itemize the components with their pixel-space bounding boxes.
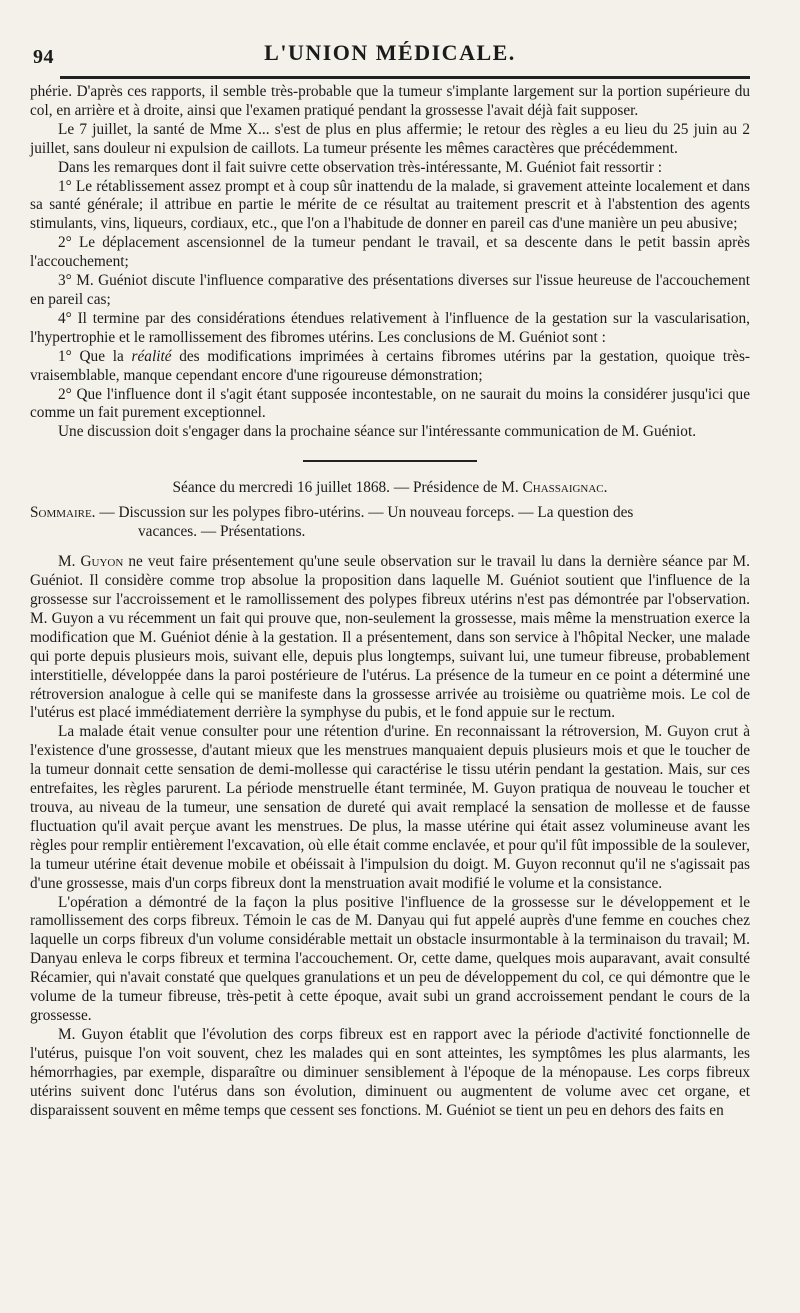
- text-run: ne veut faire présentement qu'une seule observation sur le travail lu dans la dernière séance par M. Guéniot. Il considère comme trop absolue la proposition dans laquelle M. Guéniot soutient que l'influence de la grossesse sur l'accroissement et le ramollissement des polypes fibreux utérins n'est pas démontrée par l'observation. M. Guyon a vu récemment un fait qui prouve que, non-seulement la grossesse, mais même la menstruation exerce la modification que M. Guéniot dénie à la gestation. Il a présentement, dans son service à l'hôpital Necker, une malade qui porte depuis plusieurs mois, suivant elle, depuis plus longtemps, suivant lui, une tumeur fibreuse, probablement interstitielle, développée dans la paroi postérieure de l'utérus. La présence de la tumeur en ce point a déterminé une rétroversion analogue à celle qui se manifeste dans la grossesse arrivée au troisième ou quatrième mois. Le col de l'utérus est placé immédiatement derrière la symphyse du pubis, et le fond appuie sur le rectum.: [30, 553, 750, 722]
- speaker-name: M. Guyon: [58, 553, 124, 571]
- paragraph: 1° Le rétablissement assez prompt et à coup sûr inattendu de la malade, si gravement atteinte localement et dans sa santé générale; il attribue en partie le mérite de ce résultat au traitement prescrit et à l'abstention des agents stimulants, vins, liqueurs, cordiaux, etc., que l'on a l'habitude de donner en pareil cas d'une manière un peu abusive;: [30, 177, 750, 233]
- article-body: [30, 83, 750, 1120]
- section-divider: [303, 460, 477, 462]
- paragraph: Le 7 juillet, la santé de Mme X... s'est de plus en plus affermie; le retour des règles a eu lieu du 25 juin au 2 juillet, sans douleur ni expulsion de caillots. La tumeur présente les mêmes caractères que précédemment.: [30, 120, 750, 157]
- paragraph: 2° Que l'influence dont il s'agit étant supposée incontestable, on ne saurait du moins la considérer jusqu'ici que comme un fait purement exceptionnel.: [30, 385, 750, 422]
- paragraph: L'opération a démontré de la façon la plus positive l'influence de la grossesse sur le développement et le ramollissement des corps fibreux. Témoin le cas de M. Danyau qui fut appelé auprès d'une femme en couches chez laquelle un corps fibreux d'un volume considérable mettait un obstacle insurmontable à la terminaison du travail; M. Danyau enleva le corps fibreux et termina l'accouchement. Or, cette dame, quelques mois auparavant, avait consulté Récamier, qui n'avait constaté que quelques granulations et un peu de développement du col, ce qui démontre que le volume de la tumeur fibreuse, très-petit à cette époque, avait subi un grand accroissement pendant le cours de la grossesse.: [30, 893, 750, 1024]
- header-rule: [60, 76, 750, 79]
- running-title: L'UNION MÉDICALE.: [264, 40, 516, 65]
- session-heading-end: .: [603, 479, 608, 497]
- paragraph: 3° M. Guéniot discute l'influence comparative des présentations diverses sur l'issue heureuse de l'accouchement en pareil cas;: [30, 272, 750, 308]
- session-heading-text: Séance du mercredi 16 juillet 1868. — Présidence de M.: [172, 479, 523, 497]
- summary-text: — Discussion sur les polypes fibro-utérins. — Un nouveau forceps. — La question des: [95, 504, 634, 522]
- summary-text-continued: vacances. — Présentations.: [138, 522, 306, 540]
- session-heading: [30, 478, 750, 497]
- paragraph: [30, 553, 750, 723]
- page-number: 94: [33, 46, 54, 68]
- session-president: Chassaignac: [522, 479, 604, 497]
- paragraph: [30, 348, 750, 386]
- session-summary: [30, 504, 750, 541]
- paragraph: Une discussion doit s'engager dans la prochaine séance sur l'intéressante communication de M. Guéniot.: [58, 423, 697, 441]
- summary-label: Sommaire.: [30, 504, 96, 522]
- paragraph: La malade était venue consulter pour une rétention d'urine. En reconnaissant la rétroversion, M. Guyon crut à l'existence d'une grossesse, d'autant mieux que les menstrues manquaient depuis plusieurs mois et que le toucher de la tumeur donnait cette sensation de demi-mollesse qui caractérise le tissu utérin pendant la gestation. Mais, sur ces entrefaites, les règles parurent. La période menstruelle étant terminée, M. Guyon pratiqua de nouveau le toucher et trouva, au niveau de la tumeur, une sensation de dureté qui avait remplacé la sensation de mollesse et de fausse fluctuation qu'il avait perçue avant les menstrues. De plus, la masse utérine qui était assez volumineuse avant les règles pour remplir entièrement l'excavation, où elle était comme enclavée, et pour qu'il fût impossible de la soulever, la tumeur utérine était devenue mobile et obéissait à l'impulsion du doigt. M. Guyon reconnut qu'il ne s'agissait pas d'une grossesse, mais d'un corps fibreux dont la menstruation avait modifié le volume et la consistance.: [30, 723, 750, 892]
- paragraph: 2° Le déplacement ascensionnel de la tumeur pendant le travail, et sa descente dans le petit bassin après l'accouchement;: [30, 234, 750, 271]
- paragraph: Dans les remarques dont il fait suivre cette observation très-intéressante, M. Guéniot fait ressortir :: [58, 158, 663, 176]
- session-body: [30, 553, 750, 1120]
- page-header: [30, 40, 750, 76]
- text-run: 1° Que la: [58, 347, 132, 365]
- text-run: des modifications imprimées à certains fibromes utérins par la gestation, quoique très-vraisemblable, manque cependant encore d'une rigoureuse démonstration;: [30, 347, 751, 384]
- italic-text: réalité: [131, 347, 172, 365]
- paragraph: M. Guyon établit que l'évolution des corps fibreux est en rapport avec la période d'activité fonctionnelle de l'utérus, puisque l'on voit souvent, chez les malades qui en sont atteintes, les symptômes les plus alarmants, les hémorrhagies, par exemple, disparaître ou diminuer sensiblement à l'époque de la ménopause. Les corps fibreux utérins suivent donc l'utérus dans son évolution, diminuent ou augmentent de volume avec cet organe, et disparaissent souvent en même temps que cessent ses fonctions. M. Guéniot se tient un peu en dehors des faits en: [30, 1025, 750, 1119]
- paragraph: 4° Il termine par des considérations étendues relativement à l'influence de la gestation sur la vascularisation, l'hypertrophie et le ramollissement des fibromes utérins. Les conclusions de M. Guéniot sont :: [30, 309, 750, 346]
- paragraph: phérie. D'après ces rapports, il semble très-probable que la tumeur s'implante largement sur la portion supérieure du col, en arrière et à droite, ainsi que l'examen pratiqué pendant la grossesse l'avait déjà fait supposer.: [30, 83, 750, 119]
